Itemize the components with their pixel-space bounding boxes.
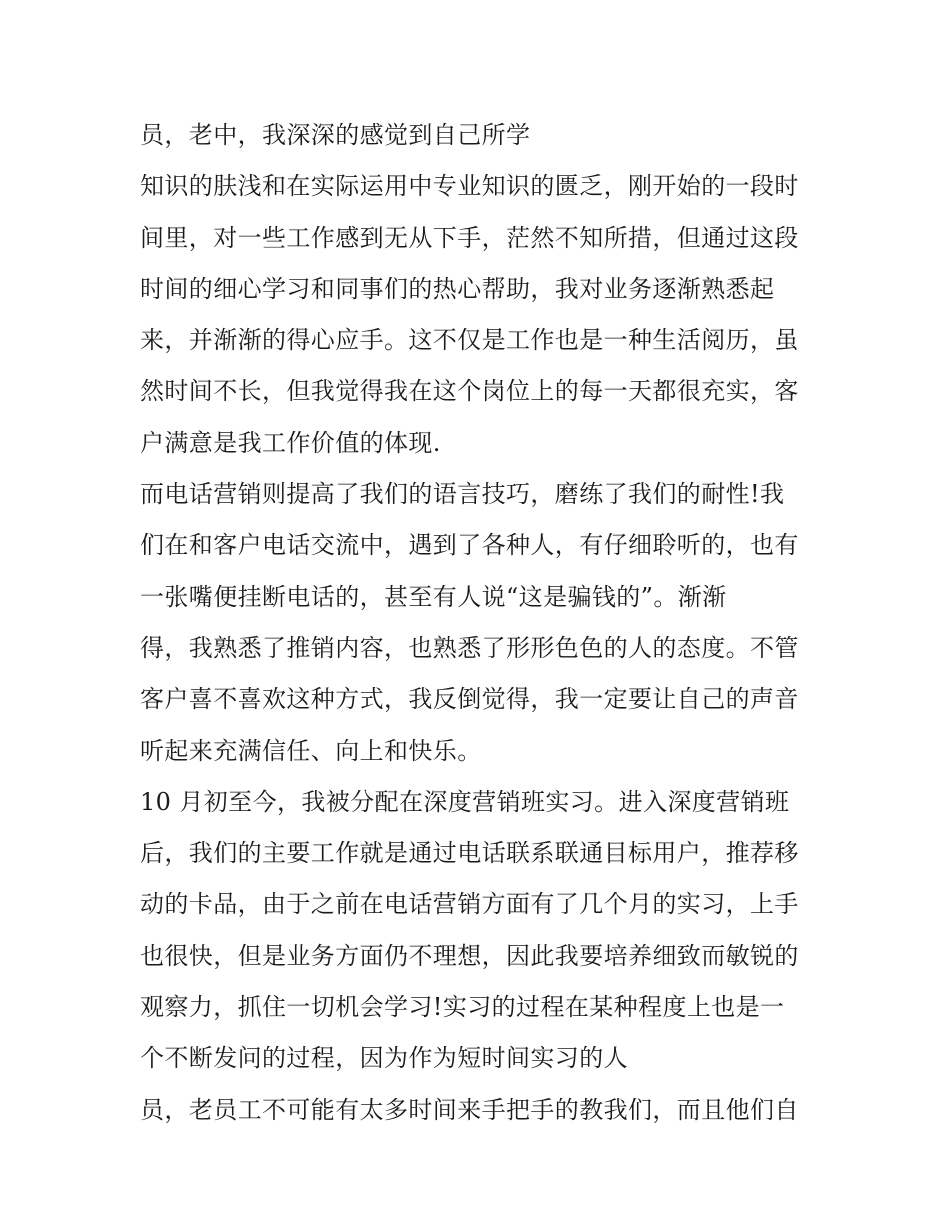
text-line: 而电话营销则提高了我们的语言技巧，磨练了我们的耐性!我 (140, 480, 785, 509)
text-line: 观察力，抓住一切机会学习!实习的过程在某种程度上也是一 (140, 993, 785, 1022)
text-line: 间里，对一些工作感到无从下手，茫然不知所措，但通过这段 (140, 223, 799, 252)
text-line: 员，老中，我深深的感觉到自己所学 (140, 121, 531, 149)
text-line: 知识的肤浅和在实际运用中专业知识的匮乏，刚开始的一段时 (140, 172, 799, 201)
text-line: 后，我们的主要工作就是通过电话联系联通目标用户，推荐移 (140, 839, 799, 868)
body-text (140, 110, 820, 1136)
text-line: 听起来充满信任、向上和快乐。 (140, 736, 482, 765)
text-line: 来，并渐渐的得心应手。这不仅是工作也是一种生活阅历，虽 (140, 326, 799, 355)
text-line: 客户喜不喜欢这种方式，我反倒觉得，我一定要让自己的声音 (140, 685, 799, 714)
text-line: 然时间不长，但我觉得我在这个岗位上的每一天都很充实，客 (140, 377, 799, 406)
text-line: 得，我熟悉了推销内容，也熟悉了形形色色的人的态度。不管 (140, 633, 799, 662)
text-line: 员，老员工不可能有太多时间来手把手的教我们，而且他们自 (140, 1095, 799, 1124)
text-line: 时间的细心学习和同事们的热心帮助，我对业务逐渐熟悉起 (140, 274, 775, 303)
text-line: 10 月初至今，我被分配在深度营销班实习。进入深度营销班 (140, 787, 790, 816)
text-line: 也很快，但是业务方面仍不理想，因此我要培养细致而敏锐的 (140, 941, 799, 970)
text-line: 户满意是我工作价值的体现. (140, 428, 441, 457)
text-line: 动的卡品，由于之前在电话营销方面有了几个月的实习，上手 (140, 890, 799, 919)
text-line: 们在和客户电话交流中，遇到了各种人，有仔细聆听的，也有 (140, 531, 799, 560)
text-line: 个不断发问的过程，因为作为短时间实习的人 (140, 1044, 628, 1073)
text-line: 一张嘴便挂断电话的，甚至有人说“这是骗钱的”。渐渐 (140, 582, 727, 611)
